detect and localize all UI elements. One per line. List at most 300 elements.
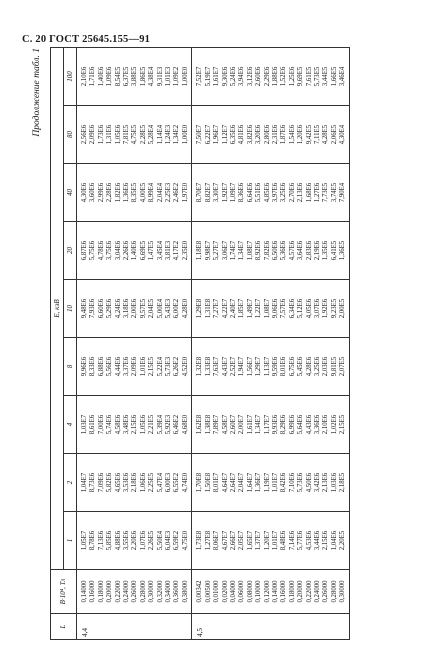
table-cell: 5,74E6 [106, 414, 114, 435]
table-cell: 2,56E6 [81, 124, 88, 145]
table-cell: 8,33E6 [89, 356, 97, 377]
table-cell: 1,56E7 [246, 356, 254, 377]
table-cell: 1,61E7 [246, 414, 254, 435]
table-cell: 2,26E5 [148, 530, 156, 551]
table-cell: 3,36E6 [313, 414, 321, 435]
table-cell: 8,54E5 [114, 66, 122, 87]
section-value-column [192, 222, 349, 280]
table-cell: 5,39E4 [156, 414, 164, 435]
table-cell: 5,24E6 [229, 66, 237, 87]
table-cell: 6,50E6 [271, 240, 279, 261]
table-cell: 9,93E6 [271, 414, 279, 435]
table-cell: 2,15E5 [148, 356, 156, 377]
table-cell: 8,78E6 [89, 530, 97, 551]
table-cell: 7,00E6 [97, 414, 105, 435]
table-cell: 1,85E7 [238, 298, 246, 319]
header-energy-group: E, кэВ [51, 47, 64, 569]
table-cell: 1,36E6 [123, 182, 131, 203]
table-cell: 4,78E6 [97, 240, 105, 261]
header-energy-1: 1 [64, 512, 77, 570]
table-cell: 9,69E5 [297, 66, 305, 87]
table-cell: 1,74E7 [229, 240, 237, 261]
table-cell: 1,08E7 [263, 298, 271, 319]
table-cell: 2,04E4 [156, 182, 164, 203]
table-cell: 4,67E7 [221, 530, 229, 551]
table-cell: 3,81E3 [165, 240, 173, 261]
table-cell: 5,85E6 [106, 530, 114, 551]
table-cell: 1,02E6 [330, 414, 338, 435]
table-cell: 6,00E3 [165, 472, 173, 493]
table-cell: 9,31E3 [156, 66, 164, 87]
section-value-column [192, 47, 349, 105]
table-cell: 1,09E7 [229, 182, 237, 203]
table-cell: 1,61E7 [213, 66, 221, 87]
table-cell: 7,10E6 [288, 472, 296, 493]
table-cell: 2,19E6 [313, 240, 321, 261]
table-cell: 2,00E7 [238, 414, 246, 435]
table-cell: 2,60E7 [229, 414, 237, 435]
table-cell: 2,83E6 [305, 240, 313, 261]
section-value-column [77, 164, 192, 222]
section-value-column [77, 396, 192, 454]
table-cell: 6,55E2 [173, 472, 181, 493]
table-cell: 6,69E5 [139, 240, 147, 261]
table-body [77, 47, 350, 639]
table-cell: 1,71E6 [89, 66, 97, 87]
table-cell: 4,50E6 [305, 472, 313, 493]
table-cell: 6,41E5 [330, 240, 338, 261]
table-cell: 1,35E6 [322, 240, 330, 261]
table-cell: 3,97E6 [271, 182, 279, 203]
table-cell: 1,25E6 [288, 66, 296, 87]
table-cell: 2,18E5 [339, 472, 347, 493]
section-value-column [77, 512, 192, 570]
table-cell: 5,19E7 [204, 66, 212, 87]
table-cell: 1,13E7 [263, 356, 271, 377]
table-cell: 1,96E7 [213, 124, 221, 145]
b-value-cell: 0,02000 [221, 580, 229, 603]
table-cell: 4,28E5 [322, 124, 330, 145]
table-cell: 2,06E5 [330, 124, 338, 145]
table-cell: 4,44E6 [114, 356, 122, 377]
table-cell: 5,82E6 [106, 472, 114, 493]
header-energy-40: 40 [64, 164, 77, 222]
table-cell: 1,34E2 [173, 124, 181, 145]
table-cell: 1,40E6 [131, 240, 139, 261]
table-cell: 1,97E0 [181, 182, 189, 203]
table-cell: 1,01E7 [271, 472, 279, 493]
table-cell: 2,09E6 [131, 356, 139, 377]
table-cell: 1,54E6 [288, 124, 296, 145]
table-cell: 3,64E6 [297, 240, 305, 261]
table-cell: 5,56E6 [106, 356, 114, 377]
table-cell: 4,43E6 [305, 414, 313, 435]
table-cell: 5,27E7 [213, 240, 221, 261]
table-cell: 2,03E6 [322, 356, 330, 377]
b-value-cell: 0,22000 [305, 580, 313, 603]
section-value-column [192, 454, 349, 512]
table-cell: 1,01E7 [271, 530, 279, 551]
table-cell: 2,09E6 [89, 124, 97, 145]
table-cell: 3,88E5 [131, 66, 139, 87]
b-value-cell: 0,22000 [114, 580, 122, 603]
b-value-cell: 0,16000 [280, 580, 288, 603]
table-cell: 1,00E0 [181, 66, 189, 87]
header-energy-8: 8 [64, 338, 77, 396]
table-cell: 1,92E7 [221, 182, 229, 203]
table-cell: 3,60E6 [89, 182, 97, 203]
table-cell: 3,04E6 [114, 240, 122, 261]
b-value-cell: 0,20000 [297, 580, 305, 603]
table-cell: 1,32E8 [196, 356, 204, 377]
table-cell: 1,20E7 [263, 530, 271, 551]
table-cell: 1,06E6 [139, 472, 147, 493]
table-cell: 1,31E8 [204, 298, 212, 319]
header-energy-4: 4 [64, 396, 77, 454]
table-cell: 1,05E6 [139, 414, 147, 435]
table-cell: 8,61E6 [89, 414, 97, 435]
b-value-cell: 0,08000 [246, 580, 254, 603]
table-cell: 1,70E8 [196, 472, 204, 493]
b-value-cell: 0,32000 [156, 580, 164, 603]
table-cell: 2,99E6 [97, 182, 105, 203]
table-cell: 3,46E4 [339, 66, 347, 87]
section-l-value: 4,4 [77, 614, 192, 640]
table-cell: 4,53E6 [305, 530, 313, 551]
table-cell: 8,48E6 [280, 530, 288, 551]
table-cell: 2,70E6 [288, 182, 296, 203]
table-cell: 1,88E6 [271, 66, 279, 87]
table-cell: 4,17E2 [173, 240, 181, 261]
table-cell: 4,81E6 [238, 124, 246, 145]
section-value-column [77, 106, 192, 164]
b-value-cell: 0,00342 [196, 580, 204, 603]
table-cell: 4,74E0 [181, 472, 189, 493]
table-cell: 9,06E6 [271, 298, 279, 319]
b-value-cell: 0,20000 [106, 580, 114, 603]
table-cell: 1,14E4 [156, 124, 164, 145]
table-cell: 6,46E2 [173, 414, 181, 435]
table-cell: 8,92E6 [255, 240, 263, 261]
section-value-column [77, 47, 192, 105]
table-cell: 1,00E0 [181, 124, 189, 145]
table-cell: 1,31E6 [106, 124, 114, 145]
table-cell: 3,30E7 [213, 182, 221, 203]
table-cell: 4,65E6 [114, 472, 122, 493]
table-cell: 1,22E7 [255, 298, 263, 319]
table-cell: 9,59E6 [271, 356, 279, 377]
table-cell: 3,94E6 [238, 66, 246, 87]
b-value-cell: 0,36000 [173, 580, 181, 603]
table-cell: 3,44E5 [322, 66, 330, 87]
table-cell: 4,64E7 [221, 472, 229, 493]
table-cell: 1,64E7 [246, 472, 254, 493]
table-cell: 8,70E7 [196, 182, 204, 203]
table-cell: 2,15E5 [339, 414, 347, 435]
section-value-column [192, 164, 349, 222]
table-cell: 1,94E7 [238, 356, 246, 377]
section-value-column [77, 454, 192, 512]
table-cell: 5,28E4 [148, 124, 156, 145]
table-cell: 5,64E6 [297, 414, 305, 435]
table-cell: 3,44E6 [313, 530, 321, 551]
b-value-cell: 0,14000 [271, 580, 279, 603]
table-cell: 4,24E6 [114, 298, 122, 319]
table-cell: 7,14E6 [288, 530, 296, 551]
table-cell: 1,52E6 [280, 66, 288, 87]
table-cell: 1,34E7 [255, 414, 263, 435]
b-value-cell: 0,34000 [165, 580, 173, 603]
table-cell: 4,85E6 [263, 182, 271, 203]
table-cell: 1,82E6 [114, 182, 122, 203]
table-cell: 1,05E7 [81, 530, 88, 551]
table-cell: 7,11E5 [313, 124, 321, 145]
table-cell: 3,37E6 [123, 356, 131, 377]
section-value-column [77, 280, 192, 338]
table-cell: 1,19E7 [263, 472, 271, 493]
b-value-cell: 0,06000 [238, 580, 246, 603]
table-cell: 2,20E6 [131, 530, 139, 551]
table-cell: 2,26E6 [123, 240, 131, 261]
table-cell: 2,52E7 [229, 356, 237, 377]
table-cell: 7,93E6 [89, 298, 97, 319]
table-cell: 2,66E7 [229, 530, 237, 551]
table-cell: 4,22E7 [221, 298, 229, 319]
table-cell: 2,28E6 [106, 182, 114, 203]
table-cell: 9,42E5 [305, 124, 313, 145]
b-value-cell: 0,16000 [89, 580, 97, 603]
b-value-cell: 0,14000 [81, 580, 88, 603]
table-cell: 4,88E6 [114, 530, 122, 551]
table-cell: 6,34E6 [288, 298, 296, 319]
table-cell: 1,17E7 [263, 414, 271, 435]
table-cell: 2,15E6 [322, 530, 330, 551]
table-cell: 8,73E6 [89, 472, 97, 493]
section-b-column [77, 570, 192, 614]
table-cell: 4,58E7 [221, 414, 229, 435]
table-cell: 2,10E6 [322, 414, 330, 435]
table-cell: 2,04E7 [238, 472, 246, 493]
table-cell: 9,30E6 [221, 66, 229, 87]
table-cell: 5,45E6 [297, 356, 305, 377]
table-cell: 3,42E6 [313, 472, 321, 493]
table-cell: 4,75E0 [181, 530, 189, 551]
table-cell: 1,29E8 [196, 298, 204, 319]
header-l: L [51, 614, 77, 640]
table-cell: 2,15E6 [131, 414, 139, 435]
section-value-column [77, 338, 192, 396]
table-cell: 2,25E5 [148, 472, 156, 493]
table-cell: 5,92E3 [165, 414, 173, 435]
table-cell: 1,36E7 [255, 472, 263, 493]
table-cell: 6,04E3 [165, 530, 173, 551]
table-cell: 6,22E7 [204, 124, 212, 145]
table-cell: 1,03E7 [81, 414, 88, 435]
table-cell: 7,52E7 [196, 66, 204, 87]
table-cell: 1,37E7 [255, 530, 263, 551]
table-cell: 1,65E7 [246, 530, 254, 551]
table-cell: 1,24E3 [165, 124, 173, 145]
table-cell: 1,20E6 [297, 124, 305, 145]
table-cell: 5,47E4 [156, 472, 164, 493]
table-cell: 7,73E5 [322, 182, 330, 203]
section-value-column [192, 280, 349, 338]
table-cell: 3,12E6 [246, 66, 254, 87]
table-cell: 8,35E5 [131, 182, 139, 203]
table-cell: 6,35E6 [229, 124, 237, 145]
table-cell: 1,18E8 [196, 240, 204, 261]
table-cell: 6,59E2 [173, 530, 181, 551]
table-cell: 4,75E5 [131, 124, 139, 145]
table-cell: 6,99E6 [288, 414, 296, 435]
table-cell: 2,13E6 [297, 182, 305, 203]
table-cell: 3,53E6 [123, 472, 131, 493]
table-cell: 6,26E2 [173, 356, 181, 377]
header-energy-10: 10 [64, 280, 77, 338]
table-cell: 4,30E6 [81, 182, 88, 203]
table-cell: 4,68E0 [181, 414, 189, 435]
table-cell: 1,05E6 [114, 124, 122, 145]
b-value-cell: 0,26000 [131, 580, 139, 603]
header-b: B·10⁴, Тл [51, 570, 77, 614]
table-cell: 7,57E6 [280, 298, 288, 319]
table-cell: 4,28E6 [305, 356, 313, 377]
table-cell: 4,30E4 [339, 124, 347, 145]
table-cell: 3,74E5 [330, 182, 338, 203]
b-value-cell: 0,04000 [229, 580, 237, 603]
table-cell: 2,05E7 [238, 530, 246, 551]
table-section-row [192, 47, 349, 639]
table-cell: 7,27E7 [213, 298, 221, 319]
table-cell: 8,99E4 [148, 182, 156, 203]
table-cell: 6,75E6 [288, 356, 296, 377]
table-cell: 1,47E5 [148, 240, 156, 261]
table-cell: 2,25E3 [165, 182, 173, 203]
table-cell: 7,61E5 [305, 66, 313, 87]
table-cell: 2,29E6 [263, 66, 271, 87]
table-cell: 4,57E6 [288, 240, 296, 261]
table-cell: 5,43E3 [165, 298, 173, 319]
b-value-cell: 0,38000 [181, 580, 189, 603]
table-cell: 1,86E5 [139, 66, 147, 87]
table-cell: 1,73E8 [196, 530, 204, 551]
table-cell: 4,05E6 [305, 298, 313, 319]
header-energy-row [64, 47, 77, 639]
table-cell: 5,73E6 [297, 472, 305, 493]
b-value-cell: 0,10000 [255, 580, 263, 603]
table-cell: 4,00E5 [139, 182, 147, 203]
b-value-cell: 0,24000 [313, 580, 321, 603]
table-cell: 3,07E6 [313, 298, 321, 319]
table-cell: 9,23E5 [330, 298, 338, 319]
table-cell: 5,00E4 [156, 298, 164, 319]
table-cell: 7,81E5 [123, 124, 131, 145]
table-cell: 1,04E6 [330, 530, 338, 551]
table-cell: 1,87E6 [280, 124, 288, 145]
table-cell: 2,13E6 [322, 472, 330, 493]
table-cell: 2,20E5 [339, 530, 347, 551]
section-value-column [192, 106, 349, 164]
table-cell: 3,06E7 [221, 240, 229, 261]
table-cell: 3,82E6 [246, 124, 254, 145]
table-cell: 3,48E6 [123, 414, 131, 435]
table-cell: 8,36E6 [238, 182, 246, 203]
table-cell: 1,01E3 [165, 66, 173, 87]
b-value-cell: 0,30000 [148, 580, 156, 603]
table-section-row [77, 47, 192, 639]
table-cell: 1,07E6 [139, 530, 147, 551]
table-cell: 6,60E6 [97, 298, 105, 319]
b-value-cell: 0,24000 [123, 580, 131, 603]
header-energy-2: 2 [64, 454, 77, 512]
b-value-cell: 0,00500 [204, 580, 212, 603]
table-cell: 5,50E4 [156, 530, 164, 551]
table-cell: 9,81E5 [330, 356, 338, 377]
section-value-column [77, 222, 192, 280]
section-l-value: 4,5 [192, 614, 349, 640]
table-cell: 5,36E6 [280, 240, 288, 261]
table-cell: 8,42E6 [280, 472, 288, 493]
table-cell: 1,38E8 [204, 414, 212, 435]
table-cell: 8,01E7 [213, 472, 221, 493]
table-cell: 3,45E4 [156, 240, 164, 261]
table-cell: 4,38E4 [148, 66, 156, 87]
table-cell: 2,46E2 [173, 182, 181, 203]
table-cell: 1,66E5 [330, 66, 338, 87]
table-cell: 2,10E6 [81, 66, 88, 87]
table-cell: 4,43E7 [221, 356, 229, 377]
table-cell: 5,73E5 [313, 66, 321, 87]
table-cell: 5,29E6 [106, 298, 114, 319]
section-value-column [192, 512, 349, 570]
table-cell: 2,21E5 [148, 414, 156, 435]
b-value-cell: 0,18000 [288, 580, 296, 603]
b-value-cell: 0,28000 [139, 580, 147, 603]
table-cell: 1,50E8 [204, 472, 212, 493]
table-cell: 6,64E6 [246, 182, 254, 203]
b-value-cell: 0,01000 [213, 580, 221, 603]
table-cell: 2,04E5 [148, 298, 156, 319]
table-cell: 2,00E6 [131, 298, 139, 319]
table-cell: 8,01E6 [280, 356, 288, 377]
table-cell: 3,18E6 [123, 298, 131, 319]
table-cell: 7,09E6 [97, 472, 105, 493]
table-cell: 4,58E6 [114, 414, 122, 435]
table-cell: 7,13E6 [97, 530, 105, 551]
table-cell: 1,04E7 [81, 472, 88, 493]
table-cell: 1,09E6 [106, 66, 114, 87]
section-b-column [192, 570, 349, 614]
rotated-table-area [30, 42, 390, 640]
table-cell: 8,29E6 [280, 414, 288, 435]
table-cell: 7,82E6 [263, 240, 271, 261]
table-cell: 5,12E6 [297, 298, 305, 319]
table-cell: 1,27E6 [313, 182, 321, 203]
table-cell: 2,31E6 [271, 124, 279, 145]
table-cell: 7,50E7 [196, 124, 204, 145]
table-cell: 1,49E7 [246, 298, 254, 319]
table-cell: 4,52E0 [181, 356, 189, 377]
table-cell: 6,87E6 [81, 240, 88, 261]
table-cell: 2,80E6 [263, 124, 271, 145]
table-cell: 1,36E5 [339, 240, 347, 261]
table-cell: 1,27E8 [204, 530, 212, 551]
table-cell: 1,62E8 [196, 414, 204, 435]
table-cell: 2,60E6 [255, 66, 263, 87]
table-cell: 3,25E6 [313, 356, 321, 377]
table-cell: 3,55E6 [123, 530, 131, 551]
table-cell: 3,20E6 [255, 124, 263, 145]
